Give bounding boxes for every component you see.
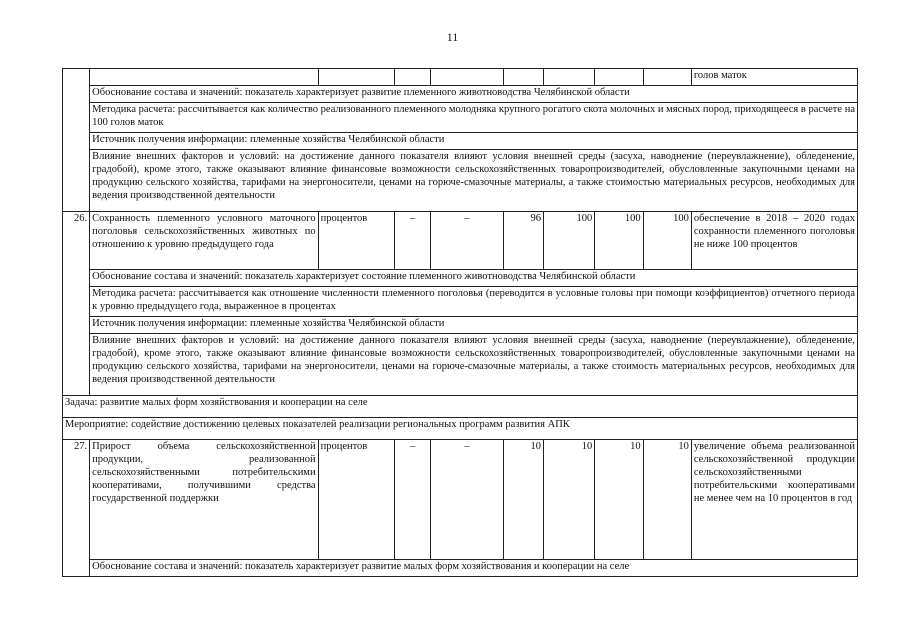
- table-row: [63, 212, 858, 270]
- substantiation-text: Обоснование состава и значений: показатель характеризует состояние племенного животноводства Челябинской области: [90, 270, 858, 287]
- note-cell: увеличение объема реализованной сельскохозяйственной продукции сельскохозяйственными потребительскими кооперативами не менее чем на 10 процентов в год: [691, 440, 857, 560]
- substantiation-text: Обоснование состава и значений: показатель характеризует развитие малых форм хозяйствования и кооперации на селе: [90, 560, 858, 577]
- table-row: [63, 287, 858, 317]
- value-cell: 96: [503, 212, 543, 270]
- table-row: [63, 69, 858, 86]
- indicator-name: Прирост объема сельскохозяйственной продукции, реализованной сельскохозяйственными потребительскими кооперативами, получившими средства государственной поддержки: [90, 440, 318, 560]
- table-row: [63, 86, 858, 103]
- table-row: [63, 396, 858, 418]
- value-cell: 10: [543, 440, 594, 560]
- influence-text: Влияние внешних факторов и условий: на достижение данного показателя влияют условия внешней среды (засуха, наводнение (переувлажнение), обледенение, градобой), кроме этого, также оказывают влияние финансовые возможности сельскохозяйственных товаропроизводителей, обусловленные закупочными ценами на продукцию сельского хозяйства, тарифами на энергоносители, ценами на горюче-смазочные материалы, а также стоимость материальных ресурсов, необходимых для ведения производственной деятельности: [90, 334, 858, 396]
- method-text: Методика расчета: рассчитывается как количество реализованного племенного молодняка крупного рогатого скота молочных и мясных пород, приходящееся в расчете на 100 голов маток: [90, 103, 858, 133]
- substantiation-text: Обоснование состава и значений: показатель характеризует развитие племенного животноводства Челябинской области: [90, 86, 858, 103]
- method-text: Методика расчета: рассчитывается как отношение численности племенного поголовья (переводится в условные головы при помощи коэффициентов) отчетного периода к уровню предыдущего года, выраженное в процентах: [90, 287, 858, 317]
- page-number: 11: [446, 30, 459, 44]
- number-cell: [63, 69, 90, 212]
- influence-text: Влияние внешних факторов и условий: на достижение данного показателя влияют условия внешней среды (засуха, наводнение (переувлажнение), обледенение, градобой), кроме этого, также оказывают влияние финансовые возможности сельскохозяйственных товаропроизводителей, обусловленные закупочными ценами на продукцию сельского хозяйства, тарифами на энергоносители, ценами на горюче-смазочные материалы, а также стоимостью материальных ресурсов, необходимых для ведения производственной деятельности: [90, 150, 858, 212]
- row-number: 26.: [63, 212, 90, 396]
- value-cell: –: [395, 440, 431, 560]
- value-cell: 10: [643, 440, 691, 560]
- measure-heading: Мероприятие: содействие достижению целевых показателей реализации региональных программ развития АПК: [63, 418, 858, 440]
- table-row: [63, 334, 858, 396]
- indicator-name: Сохранность племенного условного маточного поголовья сельскохозяйственных животных по отношению к уровню предыдущего года: [90, 212, 318, 270]
- unit-cell: процентов: [318, 212, 394, 270]
- value-cell: 100: [643, 212, 691, 270]
- table-row: [63, 418, 858, 440]
- row-number: 27.: [63, 440, 90, 577]
- unit-cell: процентов: [318, 440, 394, 560]
- indicators-table: [62, 68, 858, 577]
- table-row: [63, 103, 858, 133]
- table-row: [63, 270, 858, 287]
- table-row: [63, 150, 858, 212]
- table-row: [63, 560, 858, 577]
- value-cell: –: [431, 212, 503, 270]
- value-cell: 10: [595, 440, 643, 560]
- value-cell: –: [395, 212, 431, 270]
- value-cell: 100: [543, 212, 594, 270]
- table-row: [63, 440, 858, 560]
- task-heading: Задача: развитие малых форм хозяйствования и кооперации на селе: [63, 396, 858, 418]
- note-cell: обеспечение в 2018 – 2020 годах сохранности племенного поголовья не ниже 100 процентов: [691, 212, 857, 270]
- source-text: Источник получения информации: племенные хозяйства Челябинской области: [90, 133, 858, 150]
- table-row: [63, 133, 858, 150]
- table-row: [63, 317, 858, 334]
- value-cell: –: [431, 440, 503, 560]
- source-text: Источник получения информации: племенные хозяйства Челябинской области: [90, 317, 858, 334]
- note-cell: голов маток: [691, 69, 857, 86]
- value-cell: 10: [503, 440, 543, 560]
- value-cell: 100: [595, 212, 643, 270]
